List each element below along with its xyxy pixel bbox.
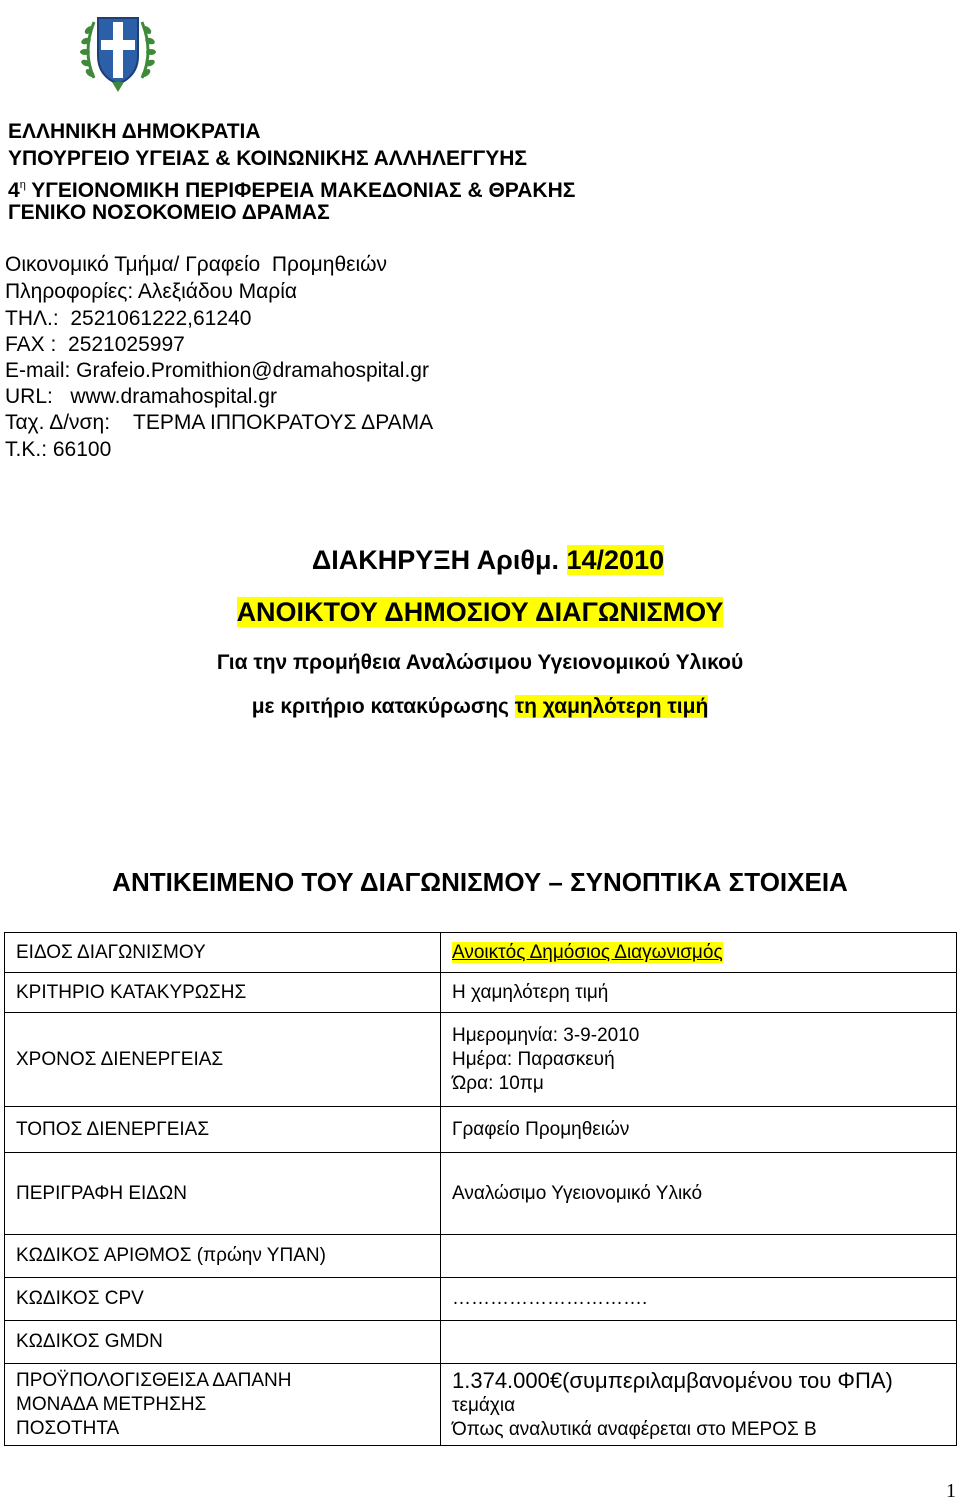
- table-value: Η χαμηλότερη τιμή: [441, 973, 957, 1013]
- award-criterion-highlight: τη χαμηλότερη τιμή: [514, 695, 709, 718]
- execution-day: Ημέρα: Παρασκευή: [452, 1048, 615, 1070]
- header-line-3-text: ΥΓΕΙΟΝΟΜΙΚΗ ΠΕΡΙΦΕΡΕΙΑ ΜΑΚΕΔΟΝΙΑΣ & ΘΡΑΚΗΣ: [25, 179, 576, 202]
- execution-time-label: ΧΡΟΝΟΣ ΔΙΕΝΕΡΓΕΙΑΣ: [16, 1048, 224, 1070]
- table-value: ………………………….: [441, 1278, 957, 1321]
- declaration-prefix: ΔΙΑΚΗΡΥΞΗ Αριθμ.: [311, 545, 567, 575]
- quantity-value: Όπως αναλυτικά αναφέρεται στο ΜΕΡΟΣ Β: [452, 1418, 817, 1440]
- table-row: [5, 933, 957, 973]
- greek-coat-of-arms-icon: [78, 8, 158, 94]
- tender-subject: Για την προμήθεια Αναλώσιμου Υγειονομικού Υλικού: [216, 651, 744, 674]
- table-value: [441, 1364, 957, 1446]
- table-label: ΚΡΙΤΗΡΙΟ ΚΑΤΑΚΥΡΩΣΗΣ: [5, 973, 441, 1013]
- tender-type-value: Ανοικτός Δημόσιος Διαγωνισμός: [452, 941, 723, 963]
- table-label: ΠΕΡΙΓΡΑΦΗ ΕΙΔΩΝ: [5, 1153, 441, 1235]
- table-label: ΚΩΔΙΚΟΣ ΑΡΙΘΜΟΣ (πρώην ΥΠΑΝ): [5, 1235, 441, 1278]
- header-line-3-superscript: η: [19, 179, 26, 191]
- table-row: [5, 1153, 957, 1235]
- table-value: Αναλώσιμο Υγειονομικό Υλικό: [441, 1153, 957, 1235]
- header-line-3-number: 4: [8, 179, 20, 202]
- table-row: [5, 973, 957, 1013]
- budget-value: 1.374.000€(συμπεριλαμβανομένου του ΦΠΑ): [452, 1367, 893, 1393]
- email-line: E-mail: Grafeio.Promithion@dramahospital.gr: [5, 359, 429, 382]
- section-title: ΑΝΤΙΚΕΙΜΕΝΟ ΤΟΥ ΔΙΑΓΩΝΙΣΜΟΥ – ΣΥΝΟΠΤΙΚΑ ΣΤΟΙΧΕΙΑ: [112, 867, 848, 897]
- table-label: ΤΟΠΟΣ ΔΙΕΝΕΡΓΕΙΑΣ: [5, 1107, 441, 1153]
- table-label: [5, 1364, 441, 1446]
- table-label: ΚΩΔΙΚΟΣ GMDN: [5, 1321, 441, 1364]
- unit-value: τεμάχια: [452, 1394, 516, 1416]
- table-row: [5, 1013, 957, 1107]
- postcode-line: Τ.Κ.: 66100: [5, 438, 112, 461]
- quantity-label: ΠΟΣΟΤΗΤΑ: [16, 1417, 120, 1439]
- execution-hour: Ώρα: 10πμ: [452, 1072, 544, 1094]
- summary-table: [4, 932, 957, 1446]
- tender-type-text: ΑΝΟΙΚΤΟΥ ΔΗΜΟΣΙΟΥ ΔΙΑΓΩΝΙΣΜΟΥ: [236, 597, 724, 627]
- table-label: [5, 1013, 441, 1107]
- table-value: [441, 1321, 957, 1364]
- url-line: URL: www.dramahospital.gr: [5, 385, 277, 408]
- table-row: [5, 1364, 957, 1446]
- award-criterion-prefix: με κριτήριο κατακύρωσης: [251, 695, 515, 718]
- table-value: Γραφείο Προμηθειών: [441, 1107, 957, 1153]
- table-row: [5, 1107, 957, 1153]
- fax-line: FAX : 2521025997: [5, 333, 185, 356]
- header-line-2: ΥΠΟΥΡΓΕΙΟ ΥΓΕΙΑΣ & ΚΟΙΝΩΝΙΚΗΣ ΑΛΛΗΛΕΓΓΥΗΣ: [8, 147, 528, 170]
- info-contact-line: Πληροφορίες: Αλεξιάδου Μαρία: [5, 280, 298, 303]
- table-label: ΚΩΔΙΚΟΣ CPV: [5, 1278, 441, 1321]
- execution-date: Ημερομηνία: 3-9-2010: [452, 1024, 640, 1046]
- table-value: [441, 1013, 957, 1107]
- table-row: [5, 1235, 957, 1278]
- table-label: ΕΙΔΟΣ ΔΙΑΓΩΝΙΣΜΟΥ: [5, 933, 441, 973]
- declaration-number: 14/2010: [566, 545, 665, 575]
- tel-line: ΤΗΛ.: 2521061222,61240: [5, 307, 252, 330]
- table-row: [5, 1321, 957, 1364]
- unit-label: ΜΟΝΑΔΑ ΜΕΤΡΗΣΗΣ: [16, 1393, 207, 1415]
- award-criterion-line: [0, 695, 960, 719]
- table-row: [5, 1278, 957, 1321]
- tender-type-title: [0, 597, 960, 628]
- budget-label: ΠΡΟΫΠΟΛΟΓΙΣΘΕΙΣΑ ΔΑΠΑΝΗ: [16, 1369, 292, 1391]
- header-line-4: ΓΕΝΙΚΟ ΝΟΣΟΚΟΜΕΙΟ ΔΡΑΜΑΣ: [8, 201, 330, 224]
- table-value: [441, 933, 957, 973]
- header-line-1: ΕΛΛΗΝΙΚΗ ΔΗΜΟΚΡΑΤΙΑ: [8, 120, 261, 143]
- page-number: 1: [946, 1480, 956, 1502]
- declaration-title: [0, 545, 960, 576]
- department-line: Οικονομικό Τμήμα/ Γραφείο Προμηθειών: [5, 253, 388, 276]
- address-line: Ταχ. Δ/νση: ΤΕΡΜΑ ΙΠΠΟΚΡΑΤΟΥΣ ΔΡΑΜΑ: [5, 411, 434, 434]
- table-value: [441, 1235, 957, 1278]
